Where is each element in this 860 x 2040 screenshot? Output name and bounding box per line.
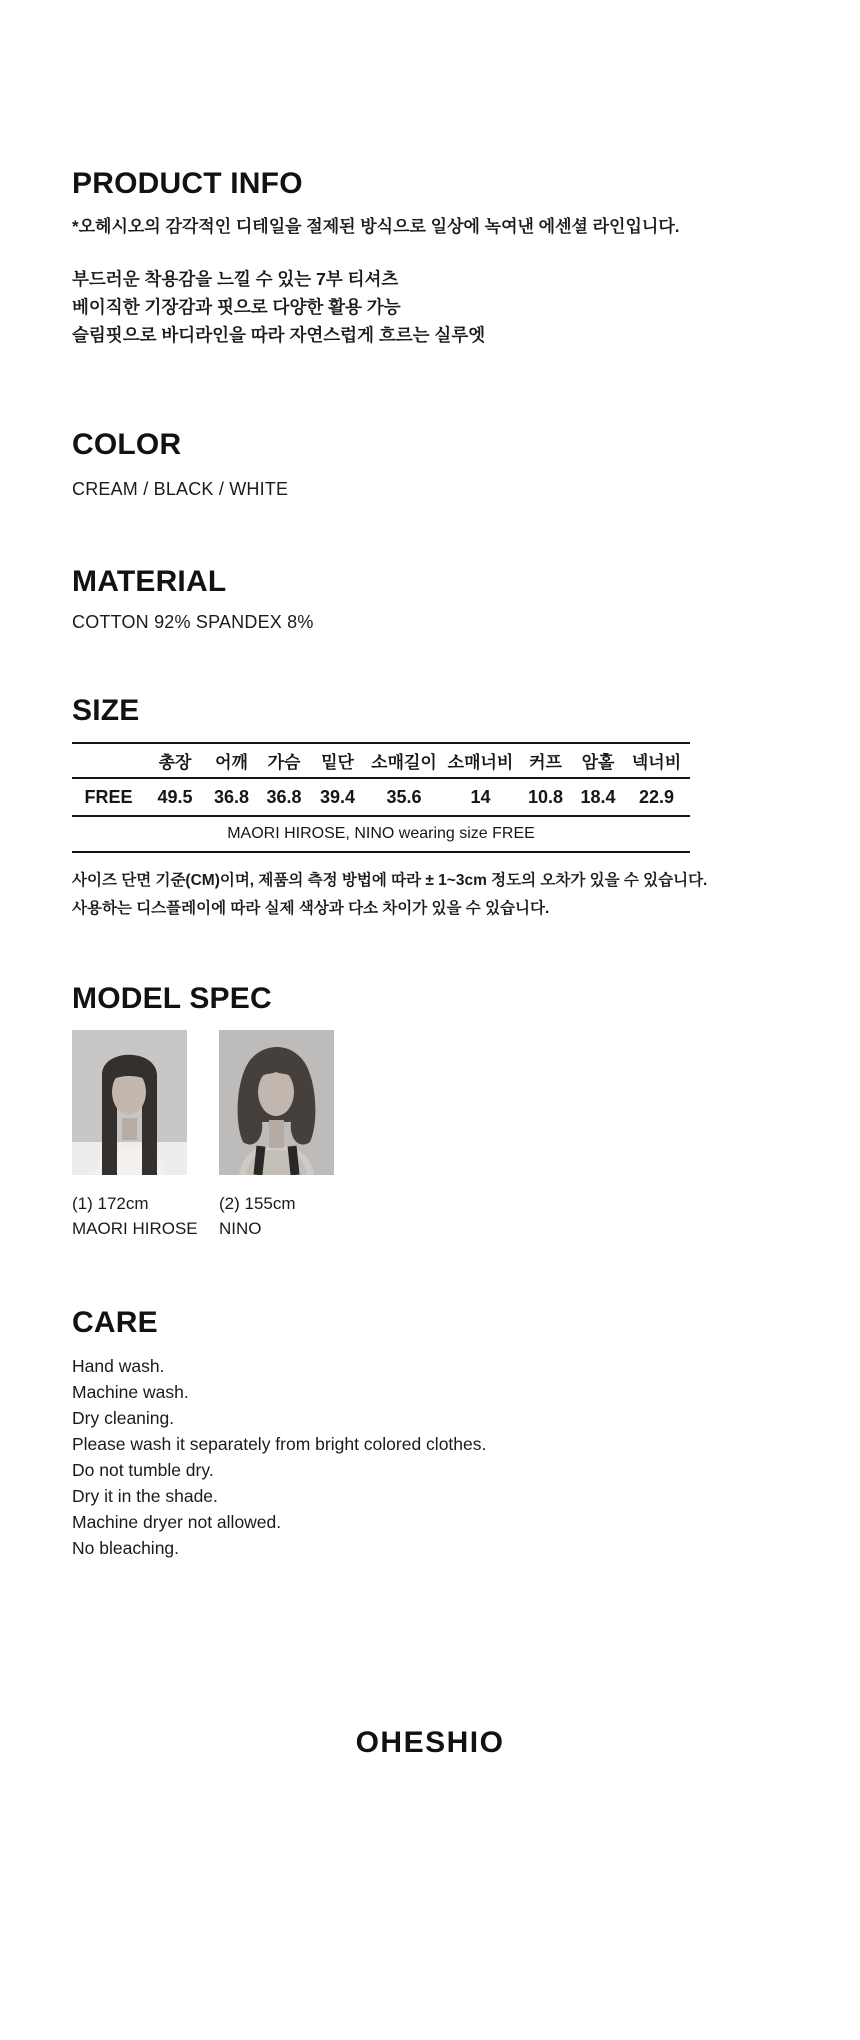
model-name: MAORI HIROSE — [72, 1219, 198, 1238]
size-table-row — [72, 778, 690, 816]
size-table-corner-cell — [72, 743, 145, 778]
model-card-nino — [219, 1030, 337, 1241]
size-note-line: 사용하는 디스플레이에 따라 실제 색상과 다소 차이가 있을 수 있습니다. — [72, 900, 550, 917]
product-info-heading: PRODUCT INFO — [72, 167, 303, 200]
model-caption — [72, 1191, 198, 1241]
care-list — [72, 1353, 860, 1561]
size-value-cell: 22.9 — [623, 778, 690, 816]
size-table-header-cell: 소매너비 — [443, 743, 518, 778]
product-description-line: 부드러운 착용감을 느낄 수 있는 7부 티셔츠 — [72, 269, 399, 289]
size-table — [72, 742, 690, 853]
size-table-wearing-row — [72, 816, 690, 852]
care-line: Please wash it separately from bright colored clothes. — [72, 1434, 487, 1454]
model-height: (1) 172cm — [72, 1194, 149, 1213]
size-value-cell: 39.4 — [310, 778, 365, 816]
color-value: CREAM / BLACK / WHITE — [72, 479, 289, 499]
size-value-cell: 18.4 — [573, 778, 623, 816]
material-value: COTTON 92% SPANDEX 8% — [72, 612, 314, 632]
care-line: Hand wash. — [72, 1356, 165, 1376]
size-notes — [72, 867, 860, 923]
model-card-maori-hirose — [72, 1030, 198, 1241]
size-table-header-cell: 어깨 — [205, 743, 258, 778]
care-line: Dry it in the shade. — [72, 1486, 218, 1506]
care-line: Machine dryer not allowed. — [72, 1512, 282, 1532]
color-heading: COLOR — [72, 428, 182, 461]
brand-logo: OHESHIO — [355, 1726, 505, 1759]
size-table-header-cell: 커프 — [518, 743, 573, 778]
model-name: NINO — [219, 1219, 262, 1238]
size-value-cell: 35.6 — [365, 778, 443, 816]
care-line: Dry cleaning. — [72, 1408, 175, 1428]
size-value-cell: 36.8 — [205, 778, 258, 816]
care-line: Do not tumble dry. — [72, 1460, 214, 1480]
footer — [0, 1726, 860, 1760]
model-spec-heading: MODEL SPEC — [72, 982, 272, 1015]
wearing-note: MAORI HIROSE, NINO wearing size FREE — [72, 816, 690, 852]
size-note-line: 사이즈 단면 기준(CM)이며, 제품의 측정 방법에 따라 ± 1~3cm 정도의 오차가 있을 수 있습니다. — [72, 872, 708, 889]
model-photos-row — [72, 1030, 860, 1241]
model-caption — [219, 1191, 337, 1241]
model-photo-maori-hirose — [72, 1030, 187, 1175]
size-table-header-row — [72, 743, 690, 778]
care-line: No bleaching. — [72, 1538, 180, 1558]
product-description — [72, 265, 860, 349]
product-description-line: 베이직한 기장감과 핏으로 다양한 활용 가능 — [72, 297, 401, 317]
model-height: (2) 155cm — [219, 1194, 296, 1213]
product-info-subtitle: *오헤시오의 감각적인 디테일을 절제된 방식으로 일상에 녹여낸 에센셜 라인입니다. — [72, 217, 680, 236]
size-value-cell: 36.8 — [258, 778, 310, 816]
size-value-cell: 14 — [443, 778, 518, 816]
size-table-header-cell: 가슴 — [258, 743, 310, 778]
size-table-header-cell: 암홀 — [573, 743, 623, 778]
product-description-line: 슬림핏으로 바디라인을 따라 자연스럽게 흐르는 실루엣 — [72, 325, 486, 345]
size-row-label: FREE — [72, 778, 145, 816]
care-heading: CARE — [72, 1306, 158, 1339]
size-table-header-cell: 총장 — [145, 743, 205, 778]
size-heading: SIZE — [72, 694, 140, 727]
size-value-cell: 49.5 — [145, 778, 205, 816]
product-detail-page — [0, 166, 860, 2040]
model-photo-nino — [219, 1030, 334, 1175]
care-line: Machine wash. — [72, 1382, 189, 1402]
size-table-header-cell: 소매길이 — [365, 743, 443, 778]
size-value-cell: 10.8 — [518, 778, 573, 816]
material-heading: MATERIAL — [72, 565, 227, 598]
size-table-header-cell: 넥너비 — [623, 743, 690, 778]
size-table-header-cell: 밑단 — [310, 743, 365, 778]
